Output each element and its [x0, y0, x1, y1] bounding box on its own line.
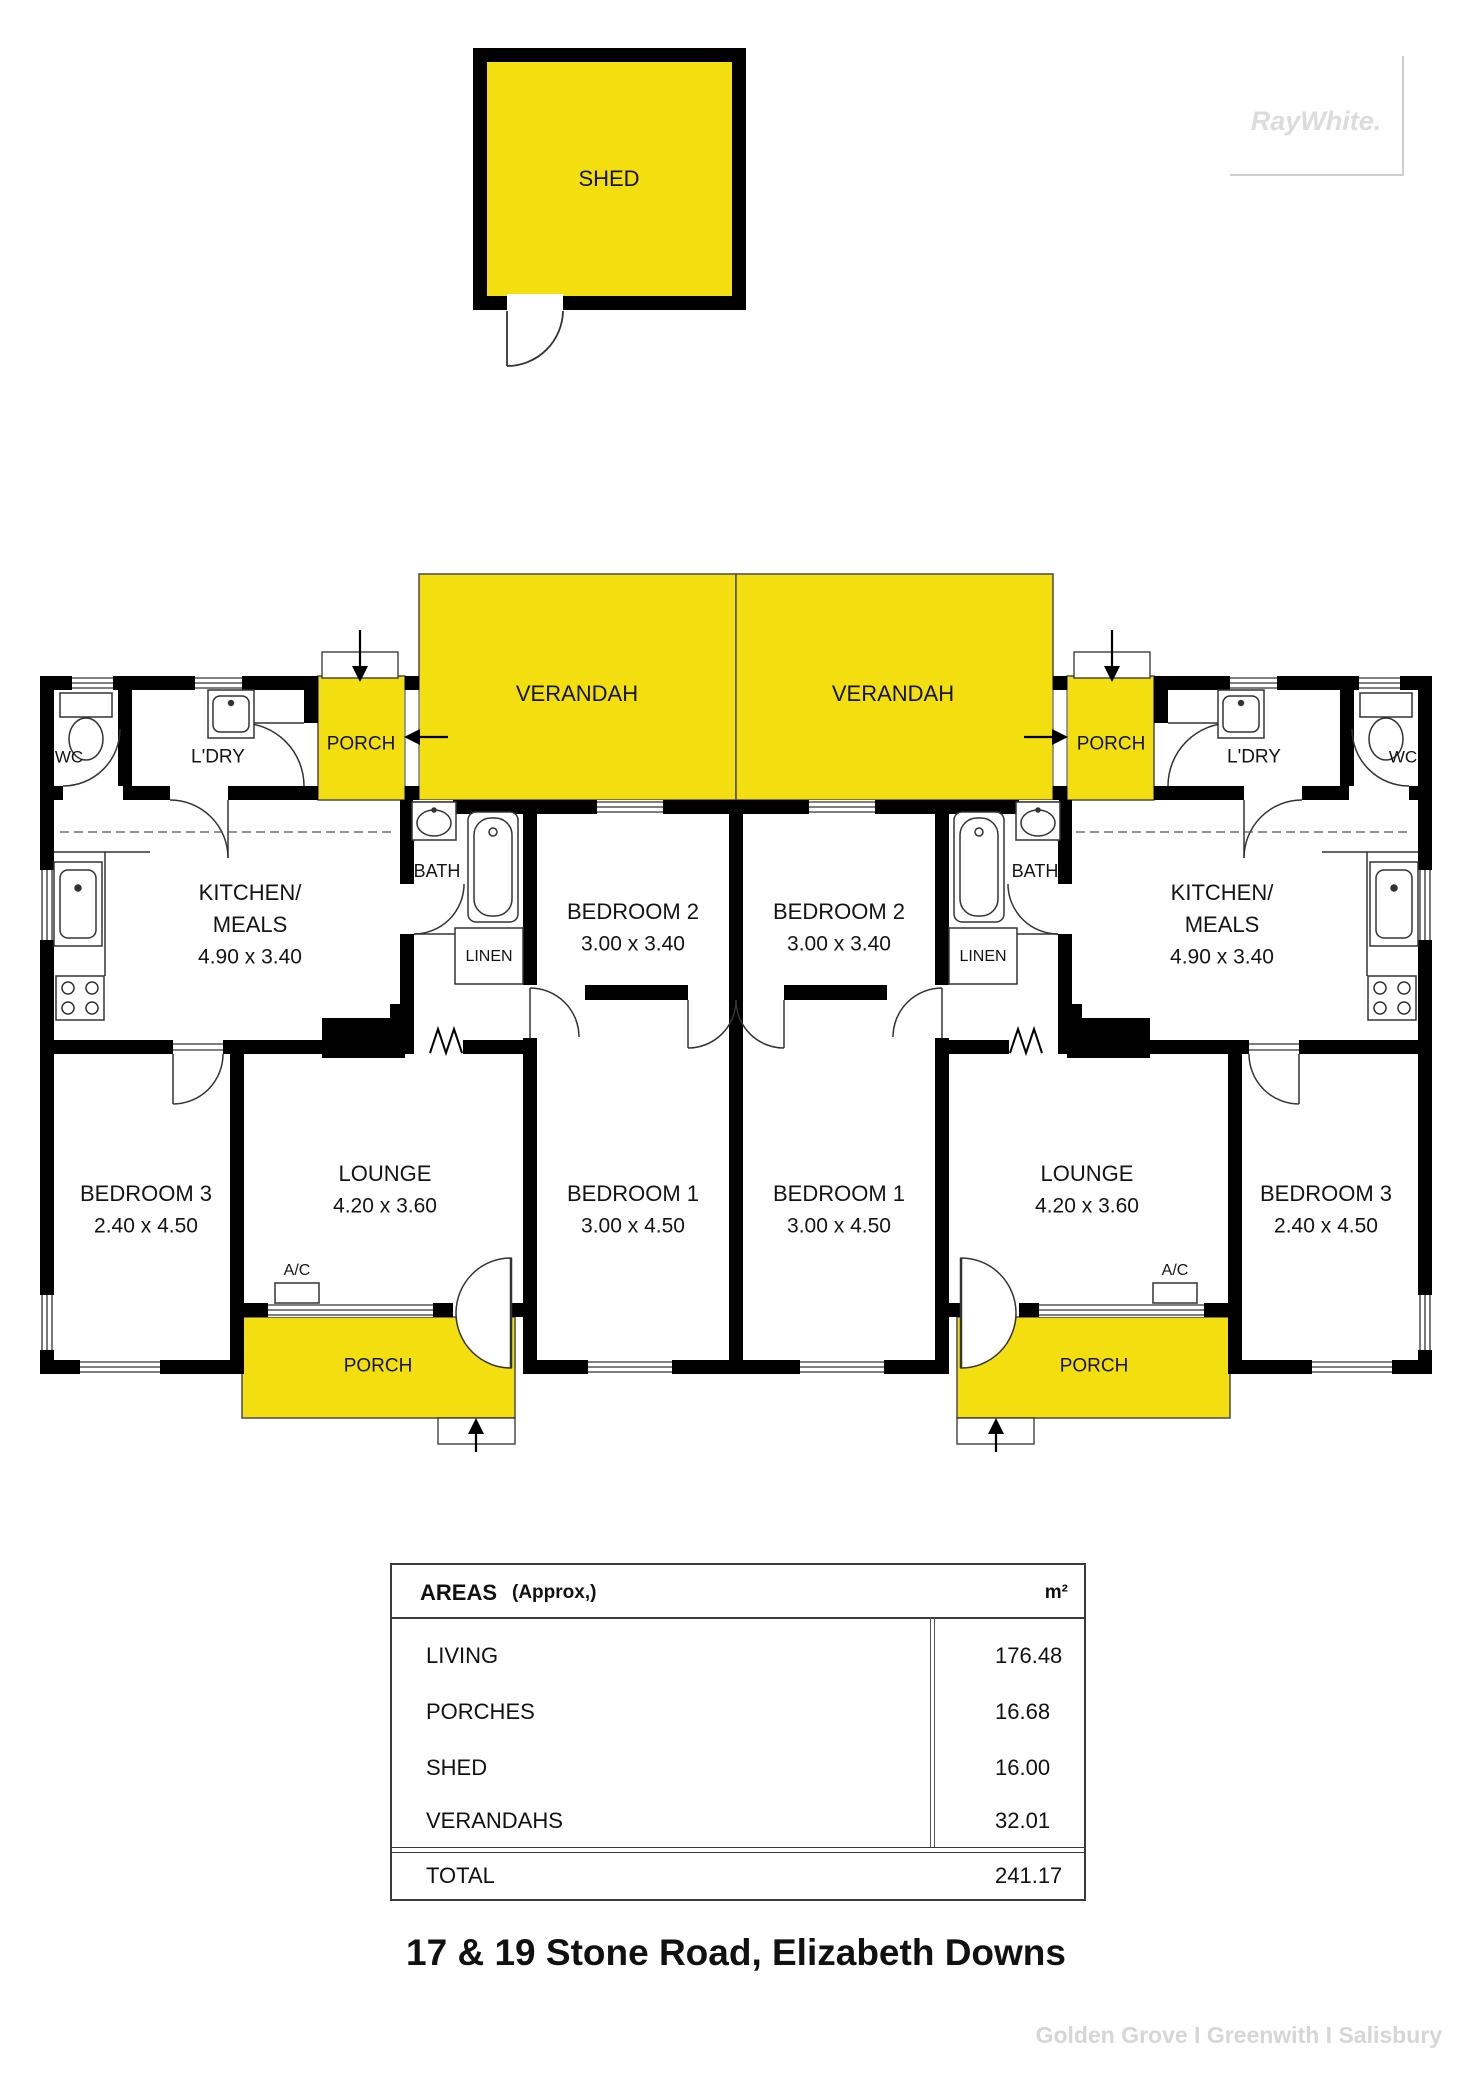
laundry-tub-icon — [208, 690, 254, 738]
room-dims-lounge-left: 4.20 x 3.60 — [333, 1194, 437, 1218]
room-dims-bedroom3-left: 2.40 x 4.50 — [94, 1214, 198, 1238]
table-row-value: 176.48 — [995, 1643, 1063, 1668]
stove-icon — [56, 976, 104, 1020]
room-label-kitchen-left-2: MEALS — [212, 912, 288, 937]
table-row-value: 16.68 — [995, 1699, 1051, 1724]
table-header-divider — [392, 1617, 1084, 1619]
room-dims-bedroom1-left: 3.00 x 4.50 — [581, 1214, 685, 1238]
room-dims-kitchen-left: 4.90 x 3.40 — [198, 945, 302, 969]
raywhite-logo — [1230, 56, 1404, 176]
room-label-kitchen-left: KITCHEN/ — [198, 880, 302, 905]
room-dims-bedroom2-right: 3.00 x 3.40 — [787, 932, 891, 956]
table-total-label: TOTAL — [426, 1863, 495, 1888]
room-label-bedroom1-left: BEDROOM 1 — [566, 1181, 700, 1206]
room-label-kitchen-right-2: MEALS — [1184, 912, 1260, 937]
room-label-bath-left: BATH — [413, 861, 461, 881]
room-label-shed: SHED — [578, 166, 640, 191]
table-total-divider — [392, 1847, 1084, 1853]
arrow-right-icon — [1052, 729, 1068, 745]
room-label-ldry-right: L'DRY — [1227, 746, 1281, 768]
basin-icon — [1016, 802, 1060, 840]
label-ac-left: A/C — [283, 1262, 311, 1279]
room-dims-kitchen-right: 4.90 x 3.40 — [1170, 945, 1274, 969]
bathtub-icon — [954, 812, 1004, 922]
shed-structure — [473, 48, 746, 366]
kitchen-sink-icon — [54, 862, 102, 946]
room-label-wc-left: WC — [54, 747, 84, 767]
room-label-porch-top-right: PORCH — [1076, 733, 1146, 755]
table-column-divider — [930, 1617, 935, 1847]
shed-door-icon — [507, 311, 563, 366]
table-row-value: 32.01 — [995, 1808, 1051, 1833]
table-row-label: SHED — [426, 1755, 488, 1780]
bathtub-icon — [468, 812, 518, 922]
table-total-value: 241.17 — [995, 1863, 1063, 1888]
arrow-left-icon — [404, 729, 420, 745]
room-label-bedroom2-right: BEDROOM 2 — [772, 899, 906, 924]
room-label-bath-right: BATH — [1011, 861, 1059, 881]
room-label-lounge-right: LOUNGE — [1040, 1161, 1134, 1186]
table-row-label: VERANDAHS — [426, 1808, 563, 1833]
table-row-label: PORCHES — [426, 1699, 535, 1724]
basin-icon — [412, 802, 456, 840]
label-ac-right: A/C — [1161, 1262, 1189, 1279]
table-row-label: LIVING — [426, 1643, 499, 1668]
room-dims-lounge-right: 4.20 x 3.60 — [1035, 1194, 1139, 1218]
laundry-tub-icon — [1218, 690, 1264, 738]
room-label-bedroom3-left: BEDROOM 3 — [79, 1181, 213, 1206]
room-label-linen-right: LINEN — [959, 948, 1007, 965]
room-label-porch-bottom-right: PORCH — [1059, 1355, 1129, 1377]
kitchen-sink-icon — [1370, 862, 1418, 946]
room-label-linen-left: LINEN — [465, 948, 513, 965]
room-label-ldry-left: L'DRY — [191, 746, 245, 768]
room-label-bedroom2-left: BEDROOM 2 — [566, 899, 700, 924]
areas-table-title: AREAS — [420, 1580, 498, 1605]
room-label-lounge-left: LOUNGE — [338, 1161, 432, 1186]
ac-unit — [1153, 1283, 1197, 1303]
room-label-wc-right: WC — [1388, 747, 1418, 767]
room-label-verandah-left: VERANDAH — [515, 681, 639, 706]
areas-table-subtitle: (Approx,) — [512, 1582, 597, 1603]
raywhite-logo-text: RayWhite. — [1250, 106, 1382, 136]
room-dims-bedroom2-left: 3.00 x 3.40 — [581, 932, 685, 956]
room-label-porch-top-left: PORCH — [326, 733, 396, 755]
room-label-kitchen-right: KITCHEN/ — [1170, 880, 1274, 905]
agency-offices-watermark: Golden Grove I Greenwith I Salisbury — [1035, 2022, 1442, 2048]
page-title: 17 & 19 Stone Road, Elizabeth Downs — [406, 1932, 1066, 1973]
areas-table — [390, 1563, 1086, 1901]
room-label-verandah-right: VERANDAH — [831, 681, 955, 706]
areas-table-unit: m² — [1044, 1582, 1068, 1603]
room-dims-bedroom1-right: 3.00 x 4.50 — [787, 1214, 891, 1238]
ac-unit — [275, 1283, 319, 1303]
room-label-bedroom1-right: BEDROOM 1 — [772, 1181, 906, 1206]
room-label-bedroom3-right: BEDROOM 3 — [1259, 1181, 1393, 1206]
table-row-value: 16.00 — [995, 1755, 1051, 1780]
stove-icon — [1368, 976, 1416, 1020]
room-label-porch-bottom-left: PORCH — [343, 1355, 413, 1377]
room-dims-bedroom3-right: 2.40 x 4.50 — [1274, 1214, 1378, 1238]
